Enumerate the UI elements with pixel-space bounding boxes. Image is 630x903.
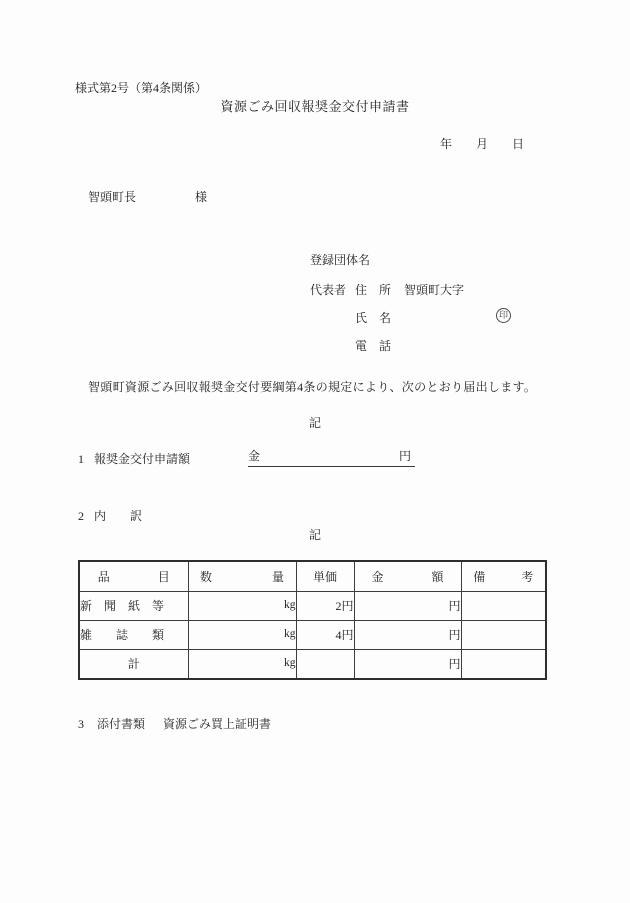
cell-amount: 円: [354, 650, 461, 680]
header-quantity: 数 量: [188, 561, 296, 592]
table-header-row: [79, 561, 546, 592]
item1-label: 報奨金交付申請額: [94, 452, 191, 466]
amount-prefix: 金: [248, 449, 261, 463]
cell-item: 計: [79, 650, 188, 680]
cell-item: 雑 誌 類: [79, 621, 188, 650]
cell-note: [461, 650, 546, 680]
address-label: 住 所: [355, 283, 392, 297]
cell-unit-price: 2円: [296, 592, 354, 621]
amount-suffix: 円: [398, 449, 411, 463]
cell-quantity: kg: [188, 650, 296, 680]
representative-label: 代表者: [310, 283, 347, 297]
header-unit-price: 単価: [296, 561, 354, 592]
seal-mark: [496, 308, 511, 323]
header-item: 品 目: [79, 561, 188, 592]
ki-heading-1: 記: [308, 416, 321, 430]
cell-note: [461, 592, 546, 621]
form-title: 資源ごみ回収報奨金交付申請書: [220, 99, 410, 114]
cell-quantity: kg: [188, 621, 296, 650]
breakdown-table: [78, 560, 547, 680]
item3-value: 資源ごみ買上証明書: [163, 717, 272, 731]
address-value: 智頭町大字: [404, 283, 465, 297]
addressee-name: 智頭町長: [88, 190, 137, 204]
cell-item: 新 聞 紙 等: [79, 592, 188, 621]
form-number: 様式第2号（第4条関係）: [75, 81, 208, 95]
table-row-magazines: [79, 621, 546, 650]
amount-blank-line: [248, 450, 415, 467]
cell-amount: 円: [354, 621, 461, 650]
seal-text: 印: [498, 310, 508, 320]
cell-unit-price: [296, 650, 354, 680]
item3-number: 3: [78, 717, 84, 731]
item3-label: 添付書類: [97, 717, 146, 731]
cell-unit-price: 4円: [296, 621, 354, 650]
header-note: 備 考: [461, 561, 546, 592]
item2-number: 2: [78, 509, 84, 523]
cell-quantity: kg: [188, 592, 296, 621]
org-name-label: 登録団体名: [310, 253, 371, 267]
ki-heading-2: 記: [308, 528, 321, 542]
cell-amount: 円: [354, 592, 461, 621]
addressee-honorific: 様: [195, 190, 208, 204]
table-row-total: [79, 650, 546, 680]
name-label: 氏 名: [355, 311, 392, 325]
header-amount: 金 額: [354, 561, 461, 592]
date-line: 年 月 日: [440, 137, 525, 151]
cell-note: [461, 621, 546, 650]
item1-number: 1: [78, 452, 84, 466]
phone-label: 電 話: [355, 339, 392, 353]
item2-label: 内 訳: [94, 509, 143, 523]
declaration-text: 智頭町資源ごみ回収報奨金交付要綱第4条の規定により、次のとおり届出します。: [88, 380, 537, 394]
table-row-newspaper: [79, 592, 546, 621]
